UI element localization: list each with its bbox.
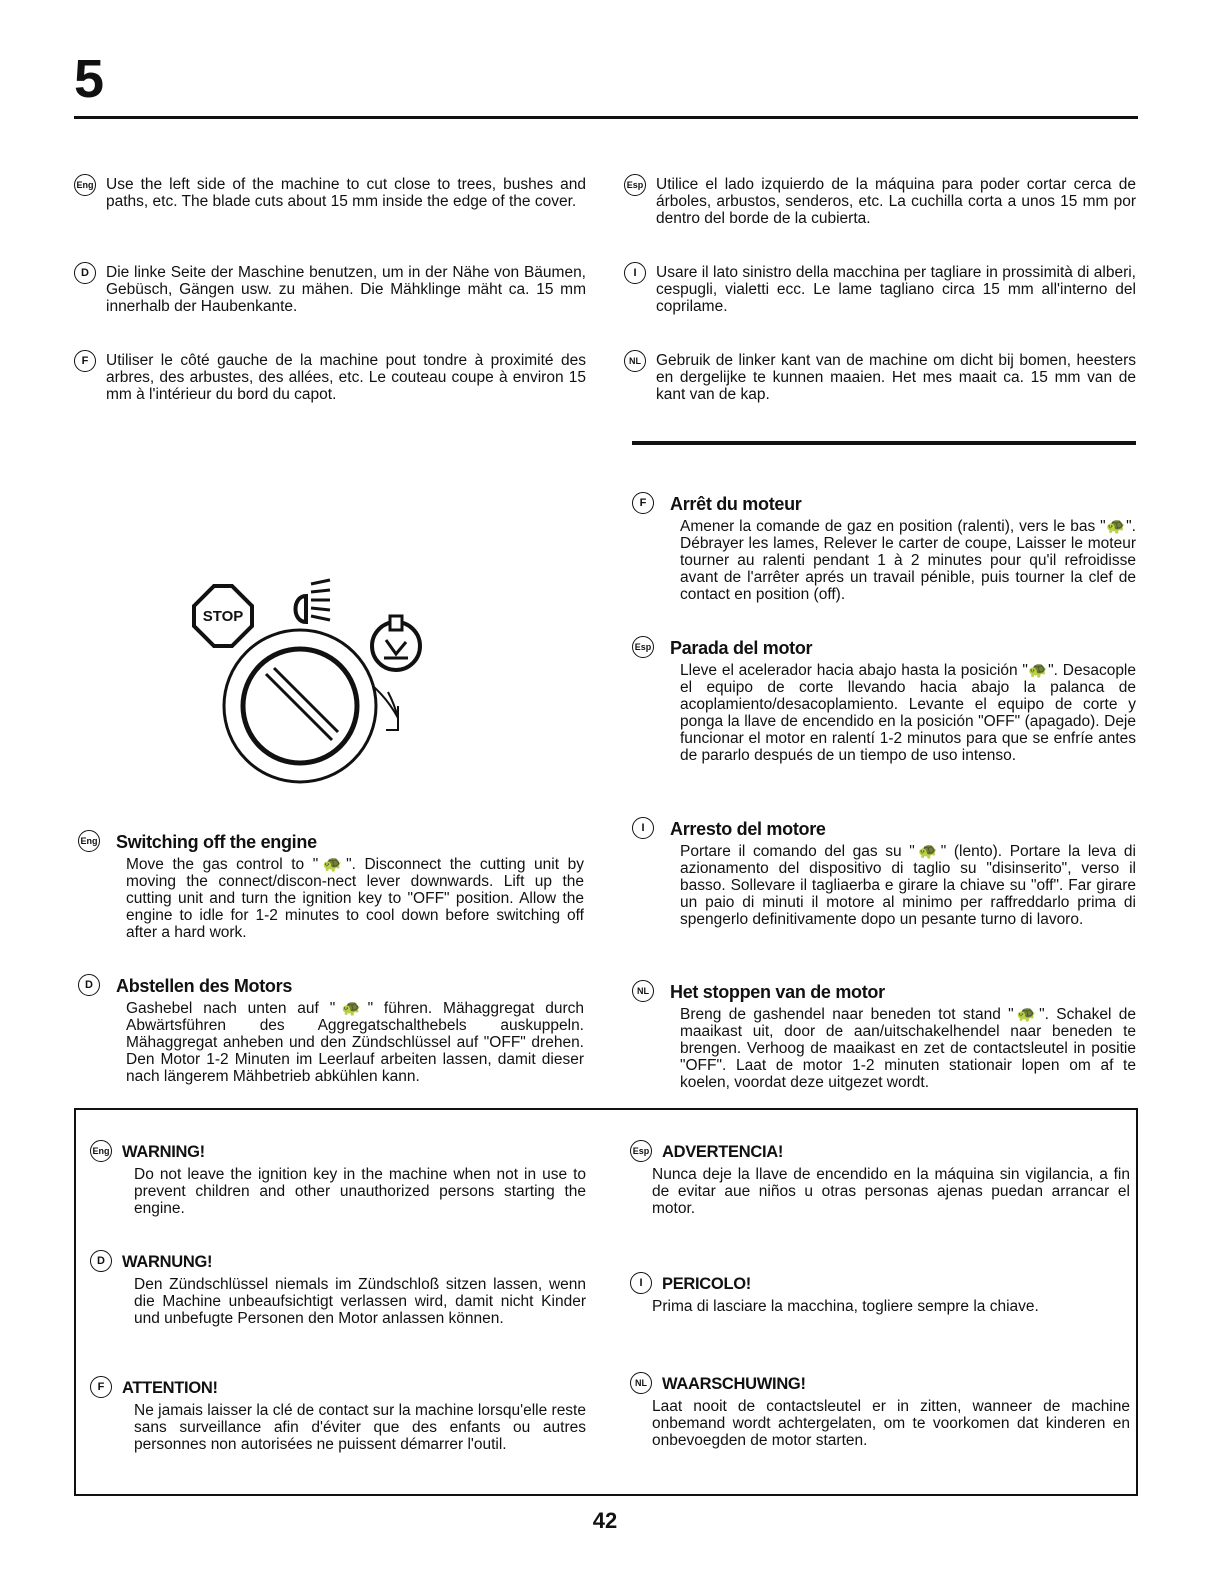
chapter-number: 5 xyxy=(74,49,105,109)
lang-badge-eng: Eng xyxy=(90,1140,112,1162)
warning-title-d: WARNUNG! xyxy=(122,1252,213,1271)
section-title-f: Arrêt du moteur xyxy=(670,493,802,514)
intro-paragraph-eng xyxy=(74,176,586,210)
stop-section-esp xyxy=(632,638,1136,764)
warning-i xyxy=(630,1274,1130,1315)
intro-text-nl: Gebruik de linker kant van de machine om dicht bij bomen, heesters en dergelijke te kunnen maaien. Het mes maait ca. 15 mm van de kant van de kap. xyxy=(656,352,1136,403)
lang-badge-i: I xyxy=(630,1272,652,1294)
section-title-nl: Het stoppen van de motor xyxy=(670,981,885,1002)
section-title-d: Abstellen des Motors xyxy=(116,975,293,996)
intro-paragraph-i xyxy=(624,264,1136,315)
stop-section-i xyxy=(632,819,1136,928)
warning-f xyxy=(90,1378,586,1453)
warning-title-i: PERICOLO! xyxy=(662,1274,751,1293)
lang-badge-d: D xyxy=(74,262,96,284)
lang-badge-eng: Eng xyxy=(74,174,96,196)
engine-start-icon xyxy=(372,616,420,670)
warning-title-esp: ADVERTENCIA! xyxy=(662,1142,784,1161)
lang-badge-d: D xyxy=(78,974,100,996)
warning-text-f: Ne jamais laisser la clé de contact sur la machine lorsqu'elle reste sans surveillance afin d'éviter que des enfants ou autres personnes non autorisées ne puissent démarrer l'outil. xyxy=(134,1402,586,1453)
warning-text-nl: Laat nooit de contactsleutel er in zitten, wanneer de machine onbemand wordt achtergelaten, om te voorkomen dat kinderen en onbevoegden de motor starten. xyxy=(652,1398,1130,1449)
warning-title-nl: WAARSCHUWING! xyxy=(662,1374,806,1393)
warning-eng xyxy=(90,1142,586,1217)
warning-nl xyxy=(630,1374,1130,1449)
intro-text-i: Usare il lato sinistro della macchina per tagliare in prossimità di alberi, cespugli, vialetti ecc. Le lame tagliano circa 15 mm all'interno del coprilame. xyxy=(656,264,1136,315)
lang-badge-nl: NL xyxy=(630,1372,652,1394)
lang-badge-i: I xyxy=(624,262,646,284)
lang-badge-nl: NL xyxy=(632,980,654,1002)
warning-d xyxy=(90,1252,586,1327)
lang-badge-esp: Esp xyxy=(632,636,654,658)
page-number: 42 xyxy=(592,1508,618,1533)
lang-badge-nl: NL xyxy=(624,350,646,372)
section-text-eng: Move the gas control to "🐢". Disconnect the cutting unit by moving the connect/discon-nect lever downwards. Lift up the cutting unit and turn the ignition key to "OFF" position. Allow the engine to idle for 1-2 minutes to cool down before switching off after a hard work. xyxy=(126,856,584,941)
intro-paragraph-esp xyxy=(624,176,1136,227)
section-title-i: Arresto del motore xyxy=(670,818,826,839)
warning-title-eng: WARNING! xyxy=(122,1142,205,1161)
intro-paragraph-nl xyxy=(624,352,1136,403)
lang-badge-i: I xyxy=(632,817,654,839)
section-divider xyxy=(632,441,1136,445)
stop-sign-icon xyxy=(194,586,252,646)
section-text-i: Portare il comando del gas su "🐢" (lento). Portare la leva di azionamento del dispositivo di taglio su "disinserito", verso il basso. Sollevare il tagliaerba e girare la chiave su "off". Far girare un paio di minuti il motore al minimo per raffreddarlo prima di spengerlo definitivamente dopo un pesante turno di lavoro. xyxy=(680,843,1136,928)
stop-label: STOP xyxy=(202,608,244,625)
warning-text-esp: Nunca deje la llave de encendido en la máquina sin vigilancia, a fin de evitar aue niños u otras personas ajenas puedan arrancar el motor. xyxy=(652,1166,1130,1217)
intro-paragraph-d xyxy=(74,264,586,315)
section-text-esp: Lleve el acelerador hacia abajo hasta la posición "🐢". Desacople el equipo de corte llevando hacia abajo la palanca de acoplamiento/desacoplamiento. Levante el equipo de corte y ponga la llave de encendido en la posición "OFF" (apagado). Deje funcionar el motor en ralentí 1-2 minutos para que se enfríe antes de pararlo después de un tiempo de uso intenso. xyxy=(680,662,1136,764)
lang-badge-esp: Esp xyxy=(630,1140,652,1162)
intro-text-f: Utiliser le côté gauche de la machine pout tondre à proximité des arbres, des arbustes, des allées, etc. Le couteau coupe à environ 15 mm à l'intérieur du bord du capot. xyxy=(106,352,586,403)
stop-section-f xyxy=(632,494,1136,603)
key-switch-icon xyxy=(224,630,376,782)
ignition-switch-diagram xyxy=(170,570,450,820)
section-text-f: Amener la comande de gaz en position (ralenti), vers le bas "🐢". Débrayer les lames, Relever le carter de coupe, Laisser le moteur tourner au ralenti pendant 1 à 2 minutes pour qu'il refroidisse avant de l'arrêter aprés un travail pénible, puis tourner la clef de contact en position (off). xyxy=(680,518,1136,603)
lang-badge-f: F xyxy=(90,1376,112,1398)
stop-section-nl xyxy=(632,982,1136,1091)
section-title-eng: Switching off the engine xyxy=(116,831,317,852)
stop-section-d xyxy=(78,976,584,1085)
stop-section-eng xyxy=(78,832,584,941)
section-title-esp: Parada del motor xyxy=(670,637,813,658)
warning-text-i: Prima di lasciare la macchina, togliere sempre la chiave. xyxy=(652,1298,1039,1315)
lang-badge-eng: Eng xyxy=(78,830,100,852)
intro-text-d: Die linke Seite der Maschine benutzen, um in der Nähe von Bäumen, Gebüsch, Gängen usw. zu mähen. Die Mähklinge mäht ca. 15 mm innerhalb der Haubenkante. xyxy=(106,264,586,315)
warning-text-eng: Do not leave the ignition key in the machine when not in use to prevent children and other unauthorized persons starting the engine. xyxy=(134,1166,586,1217)
lang-badge-d: D xyxy=(90,1250,112,1272)
intro-text-esp: Utilice el lado izquierdo de la máquina para poder cortar cerca de árboles, arbustos, senderos, etc. La cuchilla corta a unos 15 mm por dentro del borde de la cubierta. xyxy=(656,176,1136,227)
warning-text-d: Den Zündschlüssel niemals im Zündschloß sitzen lassen, wenn die Machine unbeaufsichtigt verlassen wird, damit nicht Kinder und unbefugte Personen den Motor anlassen können. xyxy=(134,1276,586,1327)
warning-title-f: ATTENTION! xyxy=(122,1378,218,1397)
lang-badge-f: F xyxy=(632,492,654,514)
section-text-nl: Breng de gashendel naar beneden tot stand "🐢". Schakel de maaikast uit, door de aan/uitschakelhendel naar beneden te brengen. Verhoog de maaikast en zet de contactsleutel in positie "OFF". Laat de motor 1-2 minuten stationair lopen om af te koelen, voordat deze uitgezet wordt. xyxy=(680,1006,1136,1091)
top-rule xyxy=(74,116,1138,119)
lang-badge-f: F xyxy=(74,350,96,372)
intro-paragraph-f xyxy=(74,352,586,403)
lang-badge-esp: Esp xyxy=(624,174,646,196)
section-text-d: Gashebel nach unten auf "🐢" führen. Mähaggregat durch Abwärtsführen des Aggregatschalthebels auskuppeln. Mähaggregat anheben und den Zündschlüssel auf "OFF" drehen. Den Motor 1-2 Minuten im Leerlauf arbeiten lassen, damit dieser nach längerem Mähbetrieb abkühlen kann. xyxy=(126,1000,584,1085)
warning-esp xyxy=(630,1142,1130,1217)
intro-text-eng: Use the left side of the machine to cut close to trees, bushes and paths, etc. The blade cuts about 15 mm inside the edge of the cover. xyxy=(106,176,586,210)
headlight-icon xyxy=(296,580,331,622)
